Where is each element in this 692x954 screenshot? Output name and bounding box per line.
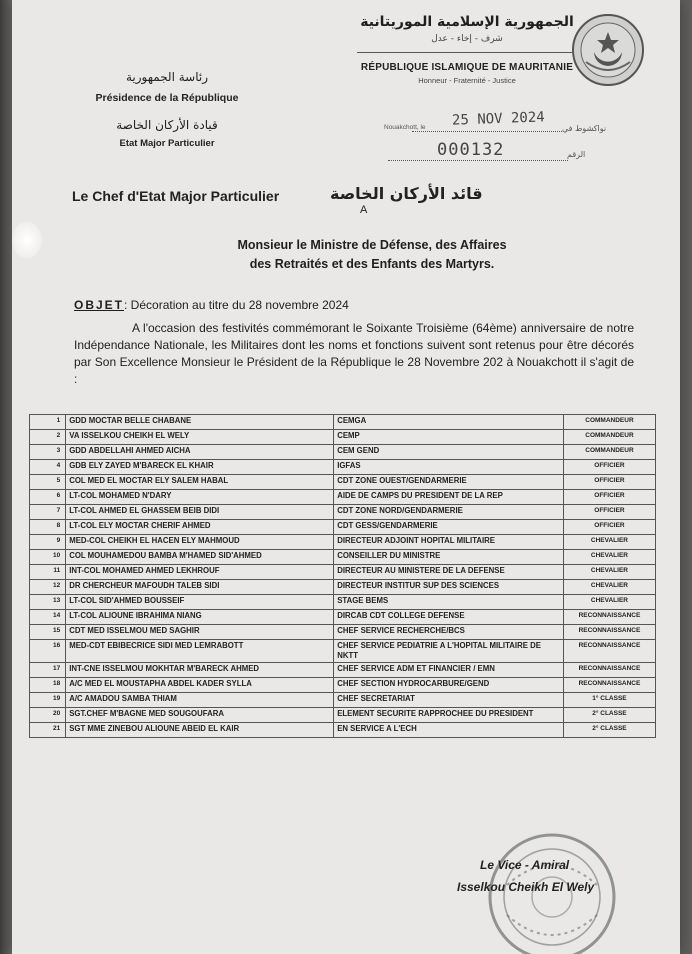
row-number: 17 xyxy=(30,663,66,678)
decoration-grade: COMMANDEUR xyxy=(563,430,655,445)
date-stamp-value: 25 NOV 2024 xyxy=(451,109,545,129)
recipient-name: A/C MED EL MOUSTAPHA ABDEL KADER SYLLA xyxy=(66,678,334,693)
row-number: 19 xyxy=(30,693,66,708)
recipient-function: ELEMENT SECURITE RAPPROCHEE DU PRESIDENT xyxy=(334,708,564,723)
row-number: 10 xyxy=(30,550,66,565)
recipient-function: CDT ZONE OUEST/GENDARMERIE xyxy=(334,475,564,490)
recipient-function: CONSEILLER DU MINISTRE xyxy=(334,550,564,565)
decoration-grade: COMMANDEUR xyxy=(563,415,655,430)
recipient-name: SGT MME ZINEBOU ALIOUNE ABEID EL KAIR xyxy=(66,723,334,738)
recipient-function: STAGE BEMS xyxy=(334,595,564,610)
row-number: 1 xyxy=(30,415,66,430)
sender-french: Le Chef d'Etat Major Particulier xyxy=(72,188,280,204)
decoration-grade: COMMANDEUR xyxy=(563,445,655,460)
date-label-arabic: نواكشوط في xyxy=(562,124,607,133)
recipient-function: CDT GESS/GENDARMERIE xyxy=(334,520,564,535)
recipient-function: CHEF SECRETARIAT xyxy=(334,693,564,708)
recipient-name: LT-COL AHMED EL GHASSEM BEIB DIDI xyxy=(66,505,334,520)
decoration-grade: RECONNAISSANCE xyxy=(563,678,655,693)
republic-name-arabic: الجمهورية الإسلامية الموريتانية xyxy=(360,14,574,30)
subject-text: : Décoration au titre du 28 novembre 2024 xyxy=(124,298,349,312)
etat-major-french: Etat Major Particulier xyxy=(119,138,215,149)
recipient-function: DIRCAB CDT COLLEGE DEFENSE xyxy=(334,610,564,625)
to-letter: A xyxy=(360,204,368,216)
row-number: 5 xyxy=(30,475,66,490)
number-label-arabic: الرقم xyxy=(567,150,586,159)
recipient-name: INT-CNE ISSELMOU MOKHTAR M'BARECK AHMED xyxy=(66,663,334,678)
recipient-name: GDD ABDELLAHI AHMED AICHA xyxy=(66,445,334,460)
decoration-table xyxy=(29,414,656,738)
row-number: 15 xyxy=(30,625,66,640)
recipient-function: CHEF SERVICE ADM ET FINANCIER / EMN xyxy=(334,663,564,678)
recipient-function: IGFAS xyxy=(334,460,564,475)
row-number: 3 xyxy=(30,445,66,460)
decoration-grade: CHEVALIER xyxy=(563,535,655,550)
decoration-grade: OFFICIER xyxy=(563,490,655,505)
decoration-grade: CHEVALIER xyxy=(563,595,655,610)
table-row xyxy=(30,678,656,693)
table-row xyxy=(30,430,656,445)
table-row xyxy=(30,445,656,460)
recipient-name: GDB ELY ZAYED M'BARECK EL KHAIR xyxy=(66,460,334,475)
table-row xyxy=(30,520,656,535)
table-row xyxy=(30,625,656,640)
recipient-name: GDD MOCTAR BELLE CHABANE xyxy=(66,415,334,430)
recipient-name: A/C AMADOU SAMBA THIAM xyxy=(66,693,334,708)
recipient-line-1: Monsieur le Ministre de Défense, des Affaires xyxy=(237,238,507,252)
decoration-grade: RECONNAISSANCE xyxy=(563,625,655,640)
table-row xyxy=(30,490,656,505)
table-row xyxy=(30,610,656,625)
row-number: 2 xyxy=(30,430,66,445)
recipient-name: SGT.CHEF M'BAGNE MED SOUGOUFARA xyxy=(66,708,334,723)
light-glare xyxy=(12,222,42,258)
table-row xyxy=(30,693,656,708)
row-number: 6 xyxy=(30,490,66,505)
decoration-grade: CHEVALIER xyxy=(563,550,655,565)
row-number: 13 xyxy=(30,595,66,610)
recipient-name: MED-CDT EBIBECRICE SIDI MED LEMRABOTT xyxy=(66,640,334,663)
recipient-line-2: des Retraités et des Enfants des Martyrs. xyxy=(249,257,495,271)
national-emblem-icon xyxy=(570,12,646,88)
row-number: 12 xyxy=(30,580,66,595)
recipient-function: CHEF SECTION HYDROCARBURE/GEND xyxy=(334,678,564,693)
recipient-name: DR CHERCHEUR MAFOUDH TALEB SIDI xyxy=(66,580,334,595)
etat-major-arabic: قيادة الأركان الخاصة xyxy=(116,118,218,132)
table-row xyxy=(30,415,656,430)
recipient-name: VA ISSELKOU CHEIKH EL WELY xyxy=(66,430,334,445)
signature-title: Le Vice - Amiral xyxy=(480,858,570,872)
letter-page xyxy=(12,0,680,954)
row-number: 9 xyxy=(30,535,66,550)
recipient-name: INT-COL MOHAMED AHMED LEKHROUF xyxy=(66,565,334,580)
reference-number-value: 000132 xyxy=(437,140,505,160)
decoration-grade: OFFICIER xyxy=(563,475,655,490)
presidence-arabic: رئاسة الجمهورية xyxy=(125,70,209,84)
motto-french: Honneur - Fraternité - Justice xyxy=(418,76,516,85)
recipient-function: CEMP xyxy=(334,430,564,445)
row-number: 20 xyxy=(30,708,66,723)
table-row xyxy=(30,535,656,550)
table-row xyxy=(30,663,656,678)
table-row xyxy=(30,580,656,595)
recipient-name: LT-COL ELY MOCTAR CHERIF AHMED xyxy=(66,520,334,535)
recipient-function: CHEF SERVICE RECHERCHE/BCS xyxy=(334,625,564,640)
decoration-grade: RECONNAISSANCE xyxy=(563,640,655,663)
row-number: 8 xyxy=(30,520,66,535)
signature-name: Isselkou Cheikh El Wely xyxy=(457,880,595,894)
table-row xyxy=(30,595,656,610)
recipient-function: EN SERVICE A L'ECH xyxy=(334,723,564,738)
row-number: 18 xyxy=(30,678,66,693)
row-number: 16 xyxy=(30,640,66,663)
scan-edge-shadow xyxy=(0,0,12,954)
row-number: 11 xyxy=(30,565,66,580)
subject-label: OBJET xyxy=(74,298,125,312)
recipient-function: CEM GEND xyxy=(334,445,564,460)
body-text: A l'occasion des festivités commémorant le Soixante Troisième (64ème) anniversaire de notre Indépendance Nationale, les Militaires dont les noms et fonctions suivent sont retenus pour être décorés par Son Excellence Monsieur le Président de la République le 28 Novembre 202 à Nouakchott il s'agit de : xyxy=(74,321,634,386)
recipient-name: LT-COL SID'AHMED BOUSSEIF xyxy=(66,595,334,610)
presidence-french: Présidence de la République xyxy=(95,92,239,104)
decoration-grade: CHEVALIER xyxy=(563,565,655,580)
decoration-grade: OFFICIER xyxy=(563,520,655,535)
recipient-function: AIDE DE CAMPS DU PRESIDENT DE LA REP xyxy=(334,490,564,505)
decoration-grade: OFFICIER xyxy=(563,505,655,520)
row-number: 14 xyxy=(30,610,66,625)
decoration-grade: RECONNAISSANCE xyxy=(563,663,655,678)
recipient-function: DIRECTEUR ADJOINT HOPITAL MILITAIRE xyxy=(334,535,564,550)
recipient-name: LT-COL ALIOUNE IBRAHIMA NIANG xyxy=(66,610,334,625)
table-row xyxy=(30,475,656,490)
recipient-function: CEMGA xyxy=(334,415,564,430)
row-number: 7 xyxy=(30,505,66,520)
recipient-name: CDT MED ISSELMOU MED SAGHIR xyxy=(66,625,334,640)
decoration-grade: CHEVALIER xyxy=(563,580,655,595)
date-dotted-line xyxy=(412,131,562,132)
header-divider xyxy=(357,52,572,53)
table-row xyxy=(30,640,656,663)
republic-name-french: RÉPUBLIQUE ISLAMIQUE DE MAURITANIE xyxy=(360,62,574,73)
table-row xyxy=(30,708,656,723)
decoration-grade: 2° CLASSE xyxy=(563,723,655,738)
table-row xyxy=(30,565,656,580)
body-paragraph xyxy=(74,320,634,388)
recipient-name: COL MED EL MOCTAR ELY SALEM HABAL xyxy=(66,475,334,490)
decoration-grade: RECONNAISSANCE xyxy=(563,610,655,625)
table-row xyxy=(30,550,656,565)
row-number: 21 xyxy=(30,723,66,738)
motto-arabic: شرف - إخاء - عدل xyxy=(431,34,503,44)
table-row xyxy=(30,723,656,738)
recipient-function: DIRECTEUR INSTITUR SUP DES SCIENCES xyxy=(334,580,564,595)
number-dotted-line xyxy=(388,160,568,161)
recipient-name: LT-COL MOHAMED N'DARY xyxy=(66,490,334,505)
subject-line xyxy=(74,298,349,312)
date-label: Nouakchott, le xyxy=(384,124,426,131)
decoration-grade: 2° CLASSE xyxy=(563,708,655,723)
table-row xyxy=(30,460,656,475)
table-row xyxy=(30,505,656,520)
decoration-grade: 1° CLASSE xyxy=(563,693,655,708)
recipient-function: CHEF SERVICE PEDIATRIE A L'HOPITAL MILITAIRE DE NKTT xyxy=(334,640,564,663)
sender-arabic: قائد الأركان الخاصة xyxy=(330,184,483,203)
decoration-grade: OFFICIER xyxy=(563,460,655,475)
recipient-name: COL MOUHAMEDOU BAMBA M'HAMED SID'AHMED xyxy=(66,550,334,565)
recipient-function: DIRECTEUR AU MINISTERE DE LA DEFENSE xyxy=(334,565,564,580)
recipient-name: MED-COL CHEIKH EL HACEN ELY MAHMOUD xyxy=(66,535,334,550)
row-number: 4 xyxy=(30,460,66,475)
recipient-function: CDT ZONE NORD/GENDARMERIE xyxy=(334,505,564,520)
